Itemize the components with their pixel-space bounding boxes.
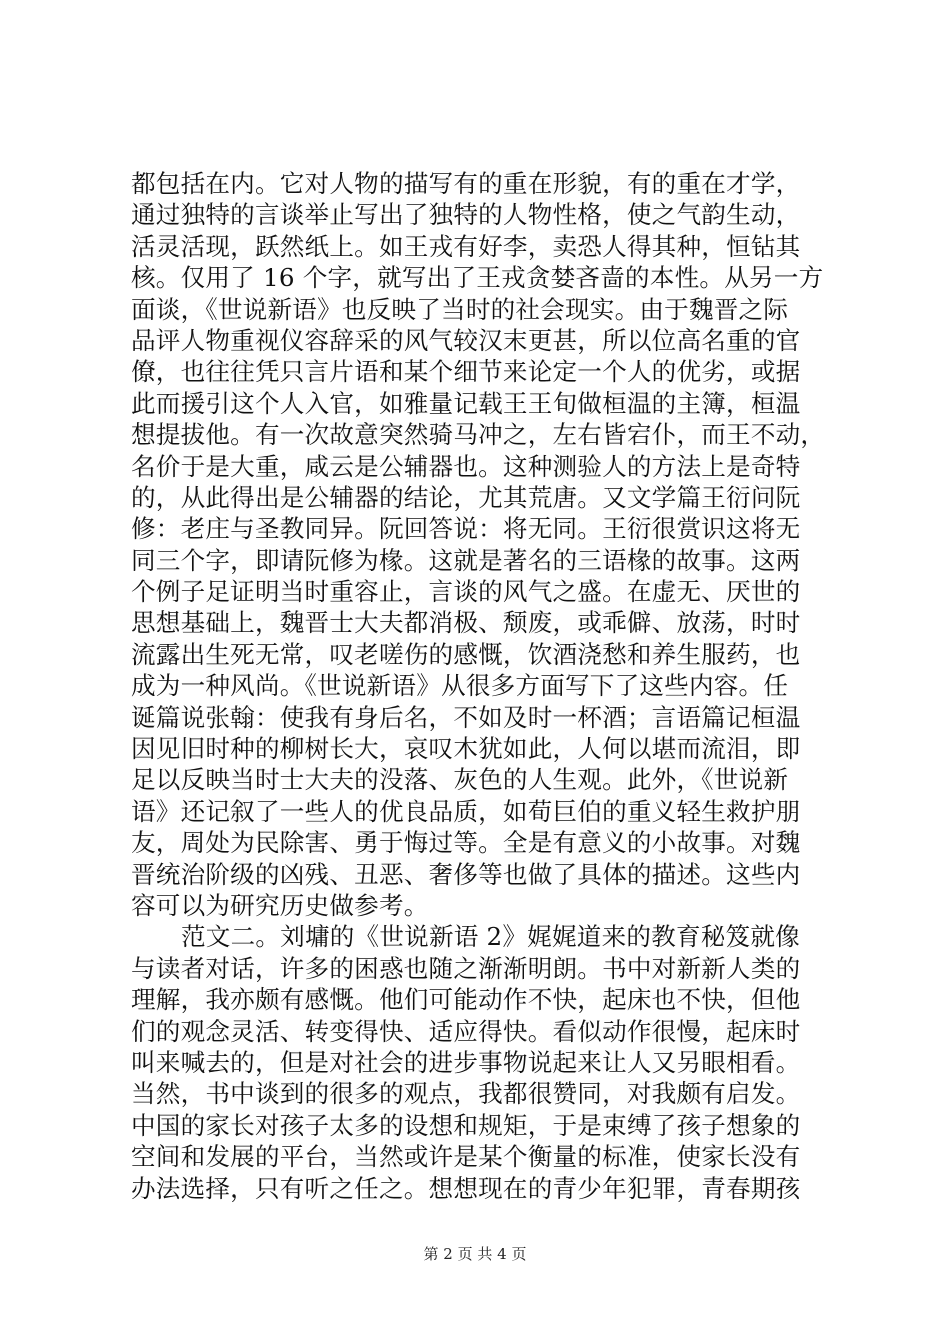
text-line: 名价于是大重，咸云是公辅器也。这种测验人的方法上是奇特 (131, 451, 801, 481)
text-line: 容可以为研究历史做参考。 (131, 890, 429, 920)
text-line: 的，从此得出是公辅器的结论，尤其荒唐。又文学篇王衍问阮 (131, 482, 801, 512)
text-line: 晋统治阶级的凶残、丑恶、奢侈等也做了具体的描述。这些内 (131, 859, 801, 889)
text-line: 足以反映当时士大夫的没落、灰色的人生观。此外，《世说新 (131, 765, 789, 795)
text-line: 们的观念灵活、转变得快、适应得快。看似动作很慢，起床时 (131, 1016, 801, 1046)
page-body (131, 168, 831, 1204)
text-line: 想提拔他。有一次故意突然骑马冲之，左右皆宕仆，而王不动， (131, 420, 826, 450)
text-line: 活灵活现，跃然纸上。如王戎有好李，卖恐人得其种，恒钻其 (131, 231, 801, 261)
text-line: 核。仅用了 16 个字，就写出了王戎贪婪吝啬的本性。从另一方 (131, 263, 824, 293)
text-line: 语》还记叙了一些人的优良品质，如荀巨伯的重义轻生救护朋 (131, 796, 801, 826)
text-line: 思想基础上，魏晋士大夫都消极、颓废，或乖僻、放荡，时时 (131, 608, 801, 638)
text-line: 面谈，《世说新语》也反映了当时的社会现实。由于魏晋之际 (131, 294, 789, 324)
text-line: 诞篇说张翰：使我有身后名，不如及时一杯酒；言语篇记桓温 (131, 702, 801, 732)
page-number-label: 第 2 页 共 4 页 (423, 1245, 527, 1263)
text-line: 叫来喊去的，但是对社会的进步事物说起来让人又另眼相看。 (131, 1047, 801, 1077)
text-line: 此而援引这个人入官，如雅量记载王王旬做桓温的主簿，桓温 (131, 388, 801, 418)
text-line: 品评人物重视仪容辞采的风气较汉末更甚，所以位高名重的官 (131, 325, 801, 355)
text-line: 都包括在内。它对人物的描写有的重在形貌，有的重在才学， (131, 169, 801, 198)
text-line: 当然，书中谈到的很多的观点，我都很赞同，对我颇有启发。 (131, 1079, 801, 1109)
text-line: 与读者对话，许多的困惑也随之渐渐明朗。书中对新新人类的 (131, 953, 801, 983)
page-footer (0, 1244, 950, 1264)
text-line: 友，周处为民除害、勇于悔过等。全是有意义的小故事。对魏 (131, 828, 801, 858)
text-line: 修：老庄与圣教同异。阮回答说：将无同。王衍很赏识这将无 (131, 514, 801, 544)
text-line: 流露出生死无常，叹老嗟伤的感慨，饮酒浇愁和养生服药，也 (131, 639, 801, 669)
text-line: 空间和发展的平台，当然或许是某个衡量的标准，使家长没有 (131, 1142, 801, 1172)
text-line: 中国的家长对孩子太多的设想和规矩，于是束缚了孩子想象的 (131, 1110, 801, 1140)
text-line: 僚，也往往凭只言片语和某个细节来论定一个人的优劣，或据 (131, 357, 801, 387)
text-line: 办法选择，只有听之任之。想想现在的青少年犯罪，青春期孩 (131, 1173, 801, 1203)
text-line: 同三个字，即请阮修为椽。这就是著名的三语椽的故事。这两 (131, 545, 801, 575)
text-line: 成为一种风尚。《世说新语》从很多方面写下了这些内容。任 (131, 671, 789, 701)
text-line: 个例子足证明当时重容止，言谈的风气之盛。在虚无、厌世的 (131, 577, 801, 607)
paragraph-start-line: 范文二。刘墉的《世说新语 2》娓娓道来的教育秘笈就像 (181, 922, 800, 952)
text-line: 通过独特的言谈举止写出了独特的人物性格，使之气韵生动， (131, 200, 801, 230)
text-line: 理解，我亦颇有感慨。他们可能动作不快，起床也不快，但他 (131, 985, 801, 1015)
text-line: 因见旧时种的柳树长大，哀叹木犹如此，人何以堪而流泪，即 (131, 734, 801, 764)
